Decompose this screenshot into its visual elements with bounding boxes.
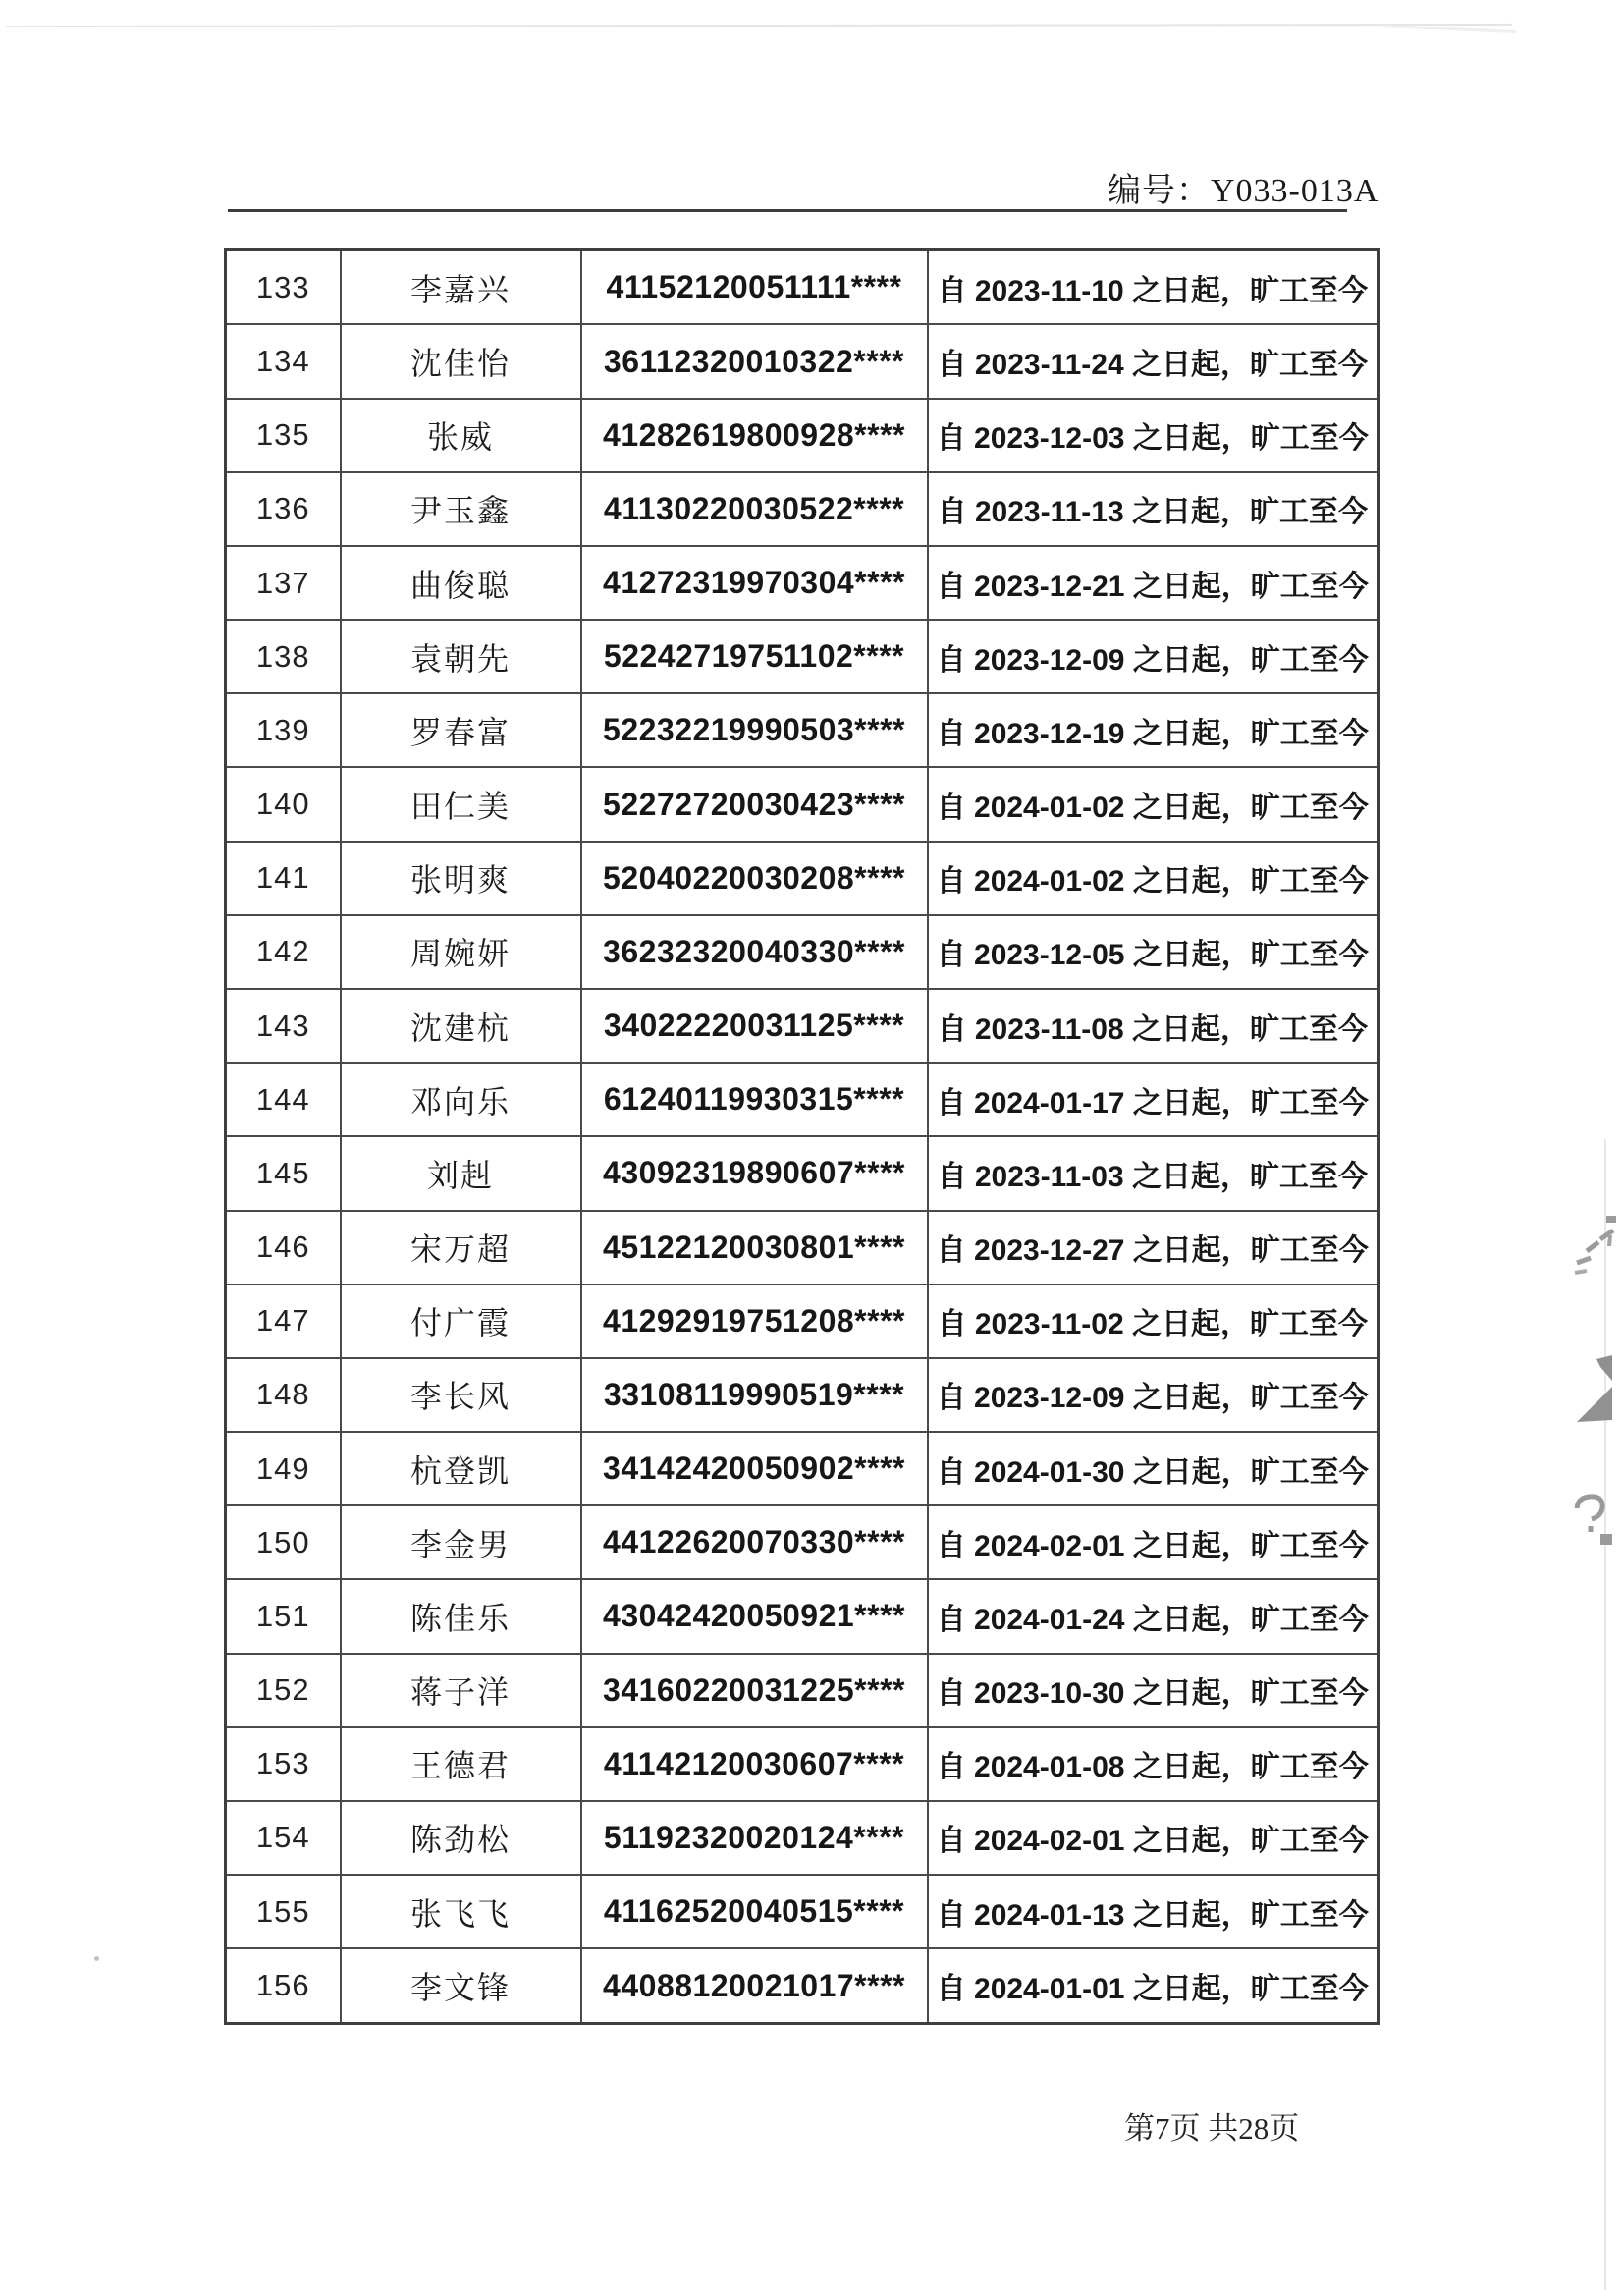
absence-statement: 自 2023-10-30 之日起，旷工至今 xyxy=(928,1654,1379,1727)
table-row xyxy=(226,620,1379,693)
person-name: 李文锋 xyxy=(341,1948,581,2023)
absence-statement: 自 2023-12-09 之日起，旷工至今 xyxy=(928,620,1379,693)
id-number-masked: 41292919751208**** xyxy=(581,1285,928,1358)
person-name: 陈劲松 xyxy=(341,1801,581,1875)
row-index: 149 xyxy=(226,1432,341,1505)
row-index: 134 xyxy=(226,324,341,398)
table-row xyxy=(226,1801,1379,1875)
scan-artifact-scribble xyxy=(1567,1214,1622,1296)
page-number: 第7页 共28页 xyxy=(1124,2111,1300,2146)
person-name: 邓向乐 xyxy=(341,1063,581,1136)
absence-statement: 自 2024-01-02 之日起，旷工至今 xyxy=(928,767,1379,841)
id-number-masked: 34022220031125**** xyxy=(581,989,928,1063)
row-index: 143 xyxy=(226,989,341,1063)
row-index: 137 xyxy=(226,546,341,620)
person-name: 李金男 xyxy=(341,1505,581,1579)
id-number-masked: 52242719751102**** xyxy=(581,620,928,693)
id-number-masked: 51192320020124**** xyxy=(581,1801,928,1875)
id-number-masked: 33108119990519**** xyxy=(581,1358,928,1432)
id-number-masked: 41130220030522**** xyxy=(581,472,928,546)
table-row xyxy=(226,1505,1379,1579)
person-name: 周婉妍 xyxy=(341,915,581,989)
id-number-masked: 41142120030607**** xyxy=(581,1727,928,1801)
absence-statement: 自 2024-02-01 之日起，旷工至今 xyxy=(928,1801,1379,1875)
person-name: 沈建杭 xyxy=(341,989,581,1063)
row-index: 141 xyxy=(226,842,341,915)
table-row xyxy=(226,1432,1379,1505)
person-name: 刘赳 xyxy=(341,1136,581,1210)
row-index: 156 xyxy=(226,1948,341,2023)
row-index: 148 xyxy=(226,1358,341,1432)
row-index: 136 xyxy=(226,472,341,546)
id-number-masked: 45122120030801**** xyxy=(581,1211,928,1285)
person-name: 沈佳怡 xyxy=(341,324,581,398)
id-number-masked: 43092319890607**** xyxy=(581,1136,928,1210)
id-number-masked: 41152120051111**** xyxy=(581,250,928,325)
person-name: 张飞飞 xyxy=(341,1875,581,1948)
table-row xyxy=(226,1136,1379,1210)
absence-statement: 自 2023-11-10 之日起，旷工至今 xyxy=(928,250,1379,325)
id-number-masked: 36232320040330**** xyxy=(581,915,928,989)
person-name: 尹玉鑫 xyxy=(341,472,581,546)
id-number-masked: 43042420050921**** xyxy=(581,1579,928,1653)
row-index: 152 xyxy=(226,1654,341,1727)
scan-artifact-triangle-marks xyxy=(1569,1355,1616,1426)
id-number-masked: 44088120021017**** xyxy=(581,1948,928,2023)
person-name: 罗春富 xyxy=(341,693,581,767)
id-number-masked: 34142420050902**** xyxy=(581,1432,928,1505)
doc-number: 编号：Y033-013A xyxy=(1108,173,1380,209)
id-number-masked: 52232219990503**** xyxy=(581,693,928,767)
row-index: 142 xyxy=(226,915,341,989)
table-row xyxy=(226,1358,1379,1432)
row-index: 133 xyxy=(226,250,341,325)
scan-artifact-dot xyxy=(94,1956,99,1961)
absence-statement: 自 2024-01-24 之日起，旷工至今 xyxy=(928,1579,1379,1653)
id-number-masked: 44122620070330**** xyxy=(581,1505,928,1579)
table-row xyxy=(226,1211,1379,1285)
person-name: 李嘉兴 xyxy=(341,250,581,325)
id-number-masked: 34160220031225**** xyxy=(581,1654,928,1727)
absence-statement: 自 2023-11-13 之日起，旷工至今 xyxy=(928,472,1379,546)
table-row xyxy=(226,1285,1379,1358)
absence-statement: 自 2024-01-08 之日起，旷工至今 xyxy=(928,1727,1379,1801)
row-index: 151 xyxy=(226,1579,341,1653)
absence-statement: 自 2023-11-03 之日起，旷工至今 xyxy=(928,1136,1379,1210)
row-index: 138 xyxy=(226,620,341,693)
person-name: 袁朝先 xyxy=(341,620,581,693)
id-number-masked: 52272720030423**** xyxy=(581,767,928,841)
id-number-masked: 36112320010322**** xyxy=(581,324,928,398)
absence-statement: 自 2023-12-21 之日起，旷工至今 xyxy=(928,546,1379,620)
table-row xyxy=(226,1654,1379,1727)
absence-statement: 自 2023-12-27 之日起，旷工至今 xyxy=(928,1211,1379,1285)
id-number-masked: 41272319970304**** xyxy=(581,546,928,620)
absence-roster-table xyxy=(224,248,1380,2025)
table-row xyxy=(226,1579,1379,1653)
table-row xyxy=(226,1727,1379,1801)
absence-statement: 自 2024-01-13 之日起，旷工至今 xyxy=(928,1875,1379,1948)
person-name: 李长风 xyxy=(341,1358,581,1432)
id-number-masked: 52040220030208**** xyxy=(581,842,928,915)
person-name: 张威 xyxy=(341,399,581,472)
absence-statement: 自 2024-01-01 之日起，旷工至今 xyxy=(928,1948,1379,2023)
absence-statement: 自 2024-02-01 之日起，旷工至今 xyxy=(928,1505,1379,1579)
absence-statement: 自 2023-11-02 之日起，旷工至今 xyxy=(928,1285,1379,1358)
id-number-masked: 41162520040515**** xyxy=(581,1875,928,1948)
table-row xyxy=(226,472,1379,546)
table-row xyxy=(226,399,1379,472)
table-row xyxy=(226,767,1379,841)
absence-statement: 自 2023-11-08 之日起，旷工至今 xyxy=(928,989,1379,1063)
person-name: 田仁美 xyxy=(341,767,581,841)
person-name: 曲俊聪 xyxy=(341,546,581,620)
id-number-masked: 61240119930315**** xyxy=(581,1063,928,1136)
row-index: 153 xyxy=(226,1727,341,1801)
person-name: 蒋子洋 xyxy=(341,1654,581,1727)
row-index: 154 xyxy=(226,1801,341,1875)
person-name: 张明爽 xyxy=(341,842,581,915)
table-row xyxy=(226,324,1379,398)
table-row xyxy=(226,989,1379,1063)
row-index: 147 xyxy=(226,1285,341,1358)
row-index: 146 xyxy=(226,1211,341,1285)
table-row xyxy=(226,1875,1379,1948)
person-name: 王德君 xyxy=(341,1727,581,1801)
scan-artifact-question-smudge xyxy=(1571,1493,1616,1550)
person-name: 付广霞 xyxy=(341,1285,581,1358)
absence-statement: 自 2023-12-05 之日起，旷工至今 xyxy=(928,915,1379,989)
absence-statement: 自 2024-01-02 之日起，旷工至今 xyxy=(928,842,1379,915)
table-row xyxy=(226,842,1379,915)
scan-artifact-top-edge-right xyxy=(1382,25,1516,33)
person-name: 杭登凯 xyxy=(341,1432,581,1505)
row-index: 135 xyxy=(226,399,341,472)
scan-artifact-top-edge xyxy=(6,24,1512,27)
id-number-masked: 41282619800928**** xyxy=(581,399,928,472)
absence-statement: 自 2023-12-03 之日起，旷工至今 xyxy=(928,399,1379,472)
row-index: 150 xyxy=(226,1505,341,1579)
absence-statement: 自 2024-01-17 之日起，旷工至今 xyxy=(928,1063,1379,1136)
person-name: 宋万超 xyxy=(341,1211,581,1285)
table-row xyxy=(226,693,1379,767)
person-name: 陈佳乐 xyxy=(341,1579,581,1653)
absence-statement: 自 2023-12-09 之日起，旷工至今 xyxy=(928,1358,1379,1432)
table-row xyxy=(226,1063,1379,1136)
table-row xyxy=(226,546,1379,620)
table-row xyxy=(226,915,1379,989)
row-index: 155 xyxy=(226,1875,341,1948)
row-index: 139 xyxy=(226,693,341,767)
row-index: 144 xyxy=(226,1063,341,1136)
row-index: 145 xyxy=(226,1136,341,1210)
row-index: 140 xyxy=(226,767,341,841)
table-row xyxy=(226,1948,1379,2023)
absence-statement: 自 2023-12-19 之日起，旷工至今 xyxy=(928,693,1379,767)
scan-artifact-right-edge-line xyxy=(1604,1139,1606,2290)
header-rule xyxy=(228,209,1347,212)
absence-statement: 自 2024-01-30 之日起，旷工至今 xyxy=(928,1432,1379,1505)
absence-statement: 自 2023-11-24 之日起，旷工至今 xyxy=(928,324,1379,398)
table-row xyxy=(226,250,1379,325)
